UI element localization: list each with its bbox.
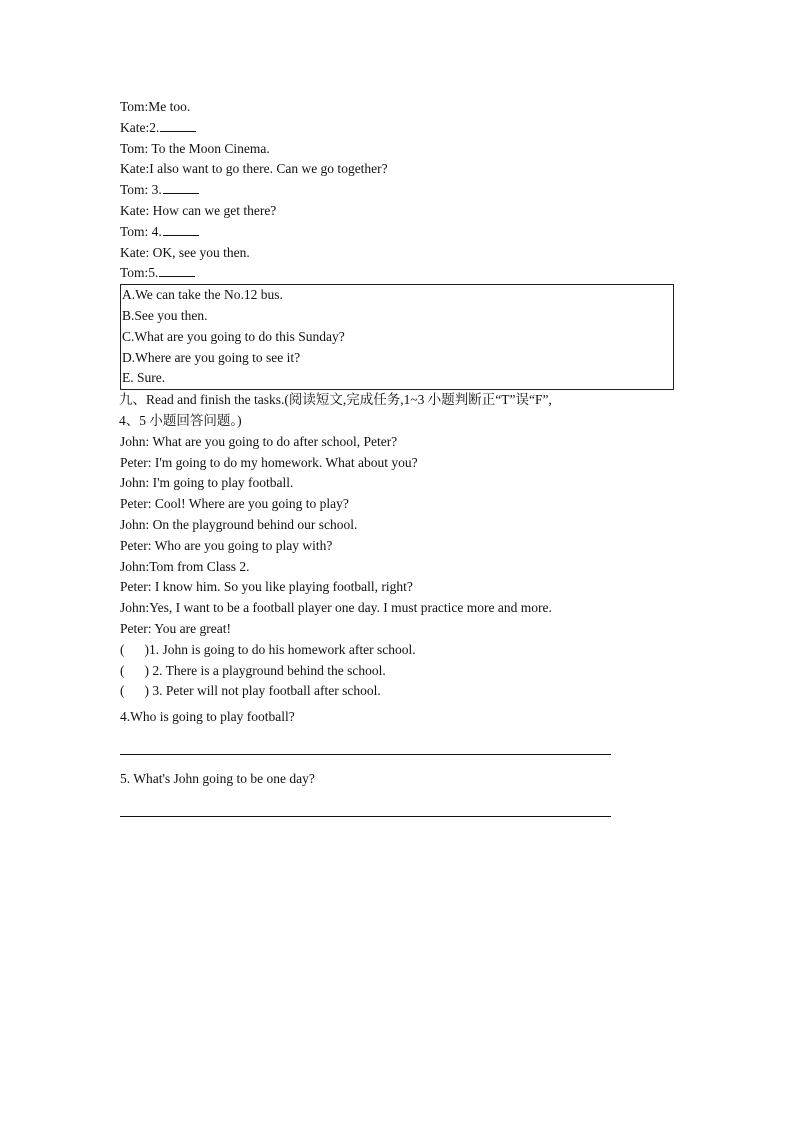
option-b: B.See you then. bbox=[122, 307, 208, 323]
dialogue-line: Tom: 3. bbox=[120, 180, 680, 201]
option-e: E. Sure. bbox=[122, 370, 166, 386]
dialogue-top bbox=[120, 97, 680, 284]
reading-passage bbox=[120, 432, 680, 640]
answer-line-4[interactable] bbox=[120, 754, 611, 755]
judgement-answer-1[interactable]: ( ) bbox=[120, 641, 149, 657]
passage-line: Peter: You are great! bbox=[120, 620, 231, 636]
question-5: 5. What's John going to be one day? bbox=[120, 770, 315, 786]
passage-line: Peter: I know him. So you like playing football, right? bbox=[120, 579, 413, 595]
option-d: D.Where are you going to see it? bbox=[122, 349, 301, 365]
passage-line: Peter: I'm going to do my homework. What about you? bbox=[120, 454, 418, 470]
option-a: A.We can take the No.12 bus. bbox=[122, 287, 283, 303]
question-4: 4.Who is going to play football? bbox=[120, 709, 295, 725]
options-box bbox=[120, 284, 674, 390]
option-c: C.What are you going to do this Sunday? bbox=[122, 328, 345, 344]
passage-line: John:Tom from Class 2. bbox=[120, 558, 250, 574]
judgement-item-2: ( ) 2. There is a playground behind the school. bbox=[120, 662, 386, 678]
passage-line: Peter: Cool! Where are you going to play? bbox=[120, 496, 349, 512]
dialogue-line: Tom:5. bbox=[120, 263, 680, 284]
answer-blank-3[interactable] bbox=[163, 180, 199, 194]
dialogue-line: Kate: OK, see you then. bbox=[120, 244, 250, 260]
judgement-item-1: ( )1. John is going to do his homework after school. bbox=[120, 641, 416, 657]
judgement-answer-2[interactable]: ( ) bbox=[120, 662, 149, 678]
worksheet-page bbox=[120, 97, 680, 817]
passage-line: John: What are you going to do after school, Peter? bbox=[120, 433, 398, 449]
passage-line: John:Yes, I want to be a football player one day. I must practice more and more. bbox=[120, 600, 552, 616]
passage-line: Peter: Who are you going to play with? bbox=[120, 537, 333, 553]
dialogue-line: Kate:2. bbox=[120, 118, 680, 139]
judgement-item-3: ( ) 3. Peter will not play football after school. bbox=[120, 683, 381, 699]
dialogue-line: Kate: How can we get there? bbox=[120, 202, 277, 218]
dialogue-line: Tom:Me too. bbox=[120, 99, 191, 114]
answer-blank-2[interactable] bbox=[160, 118, 196, 132]
dialogue-line: Kate:I also want to go there. Can we go together? bbox=[120, 161, 388, 177]
judgement-list bbox=[120, 640, 680, 702]
passage-line: John: I'm going to play football. bbox=[120, 475, 294, 491]
section-title-line1: 九、Read and finish the tasks.(阅读短文,完成任务,1~3 小题判断正“T”误“F”, bbox=[119, 392, 552, 408]
passage-line: John: On the playground behind our school. bbox=[120, 516, 358, 532]
section-title-line2: 4、5 小题回答问题。) bbox=[119, 412, 242, 428]
dialogue-line: Tom: 4. bbox=[120, 222, 680, 243]
answer-blank-5[interactable] bbox=[159, 263, 195, 277]
answer-line-5[interactable] bbox=[120, 816, 611, 817]
answer-blank-4[interactable] bbox=[163, 222, 199, 236]
dialogue-line: Tom: To the Moon Cinema. bbox=[120, 140, 270, 156]
judgement-answer-3[interactable]: ( ) bbox=[120, 683, 149, 699]
